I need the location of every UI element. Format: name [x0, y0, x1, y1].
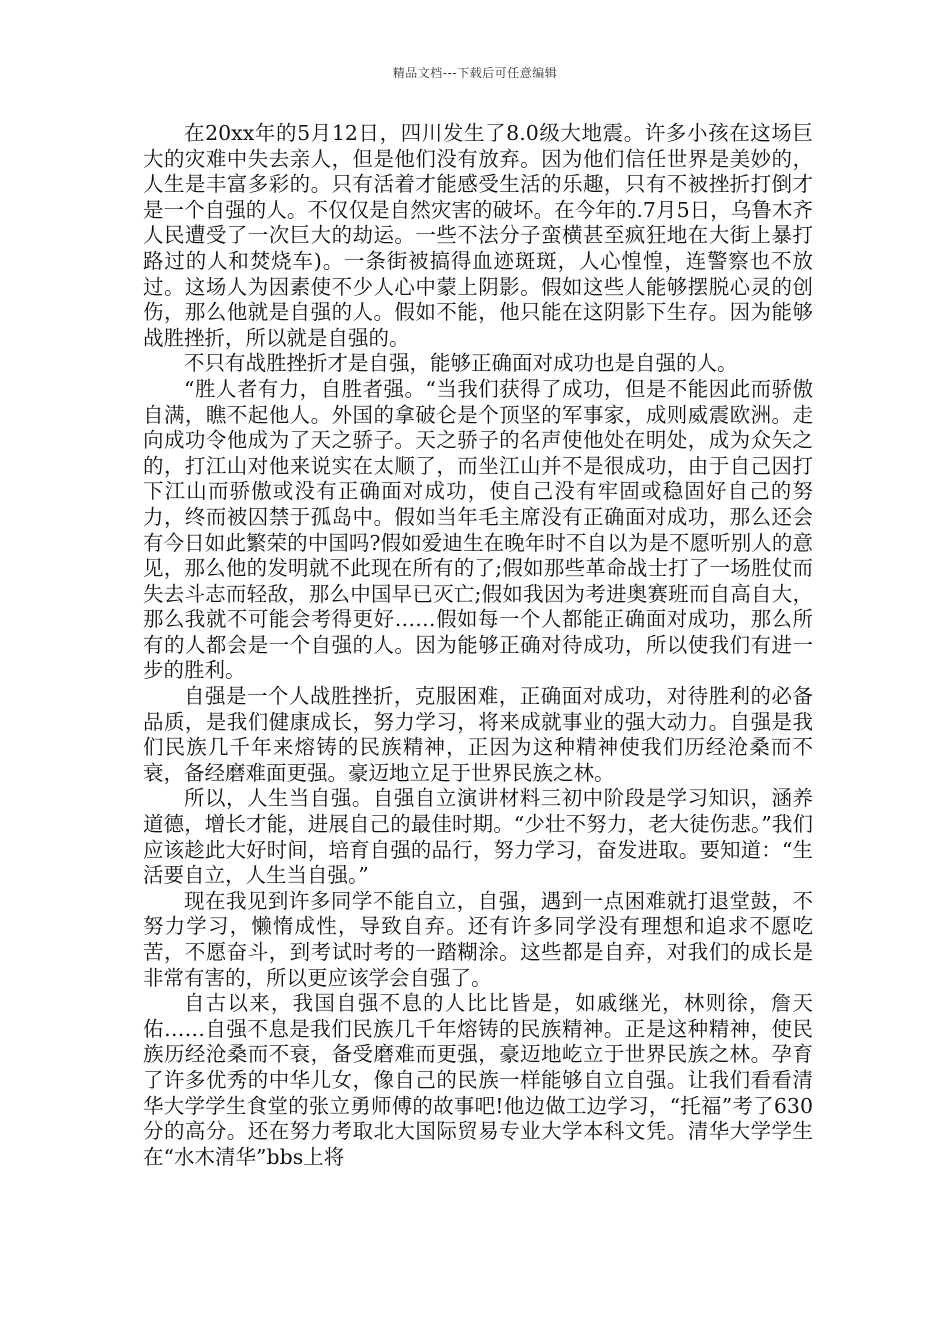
paragraph: 在20xx年的5月12日，四川发生了8.0级大地震。许多小孩在这场巨大的灾难中失去亲人，但是他们没有放弃。因为他们信任世界是美妙的，人生是丰富多彩的。只有活着才能感受生活的乐趣，只有不被挫折打倒才是一个自强的人。不仅仅是自然灾害的破坏。在今年的.7月5日，乌鲁木齐人民遭受了一次巨大的劫运。一些不法分子蛮横甚至疯狂地在大街上暴打路过的人和焚烧车)。一条街被搞得血迹斑斑，人心惶惶，连警察也不放过。这场人为因素使不少人心中蒙上阴影。假如这些人能够摆脱心灵的创伤，那么他就是自强的人。假如不能，他只能在这阴影下生存。因为能够战胜挫折，所以就是自强的。 — [143, 121, 813, 350]
paragraph: 现在我见到许多同学不能自立，自强，遇到一点困难就打退堂鼓，不努力学习，懒惰成性，导致自弃。还有许多同学没有理想和追求不愿吃苦，不愿奋斗，到考试时考的一踏糊涂。这些都是自弃，对我们的成长是非常有害的，所以更应该学会自强了。 — [143, 888, 813, 990]
paragraph: 自古以来，我国自强不息的人比比皆是，如戚继光，林则徐，詹天佑……自强不息是我们民族几千年熔铸的民族精神。正是这种精神，使民族历经沧桑而不衰，备受磨难而更强，豪迈地屹立于世界民族之林。孕育了许多优秀的中华儿女，像自己的民族一样能够自立自强。让我们看看清华大学学生食堂的张立勇师傅的故事吧!他边做工边学习，“托福”考了630分的高分。还在努力考取北大国际贸易专业大学本科文凭。清华大学学生在“水木清华”bbs上将 — [143, 991, 813, 1169]
page-header: 精品文档---下载后可任意编辑 — [392, 66, 558, 80]
paragraph: 所以，人生当自强。自强自立演讲材料三初中阶段是学习知识，涵养道德，增长才能，进展自己的最佳时期。“少壮不努力，老大徒伤悲。”我们应该趁此大好时间，培育自强的品行，努力学习，奋发进取。要知道：“生活要自立，人生当自强。” — [143, 786, 813, 888]
document-body — [143, 121, 813, 1170]
paragraph: 自强是一个人战胜挫折，克服困难，正确面对成功，对待胜利的必备品质，是我们健康成长，努力学习，将来成就事业的强大动力。自强是我们民族几千年来熔铸的民族精神，正因为这种精神使我们历经沧桑而不衰，备经磨难面更强。豪迈地立足于世界民族之林。 — [143, 684, 813, 785]
paragraph: “胜人者有力，自胜者强。“当我们获得了成功，但是不能因此而骄傲自满，瞧不起他人。外国的拿破仑是个顶坚的军事家，成则威震欧洲。走向成功令他成为了天之骄子。天之骄子的名声使他处在明处，成为众矢之的，打江山对他来说实在太顺了，而坐江山并不是很成功，由于自己因打下江山而骄傲或没有正确面对成功，使自己没有牢固或稳固好自己的努力，终而被囚禁于孤岛中。假如当年毛主席没有正确面对成功，那么还会有今日如此繁荣的中国吗?假如爱迪生在晚年时不自以为是不愿听别人的意见，那么他的发明就不此现在所有的了;假如那些革命战士打了一场胜仗而失去斗志而轻敌，那么中国早已灭亡;假如我因为考进奥赛班而自高自大，那么我就不可能会考得更好……假如每一个人都能正确面对成功，那么所有的人都会是一个自强的人。因为能够正确对待成功，所以使我们有进一步的胜利。 — [143, 376, 813, 683]
paragraph: 不只有战胜挫折才是自强，能够正确面对成功也是自强的人。 — [184, 351, 738, 376]
